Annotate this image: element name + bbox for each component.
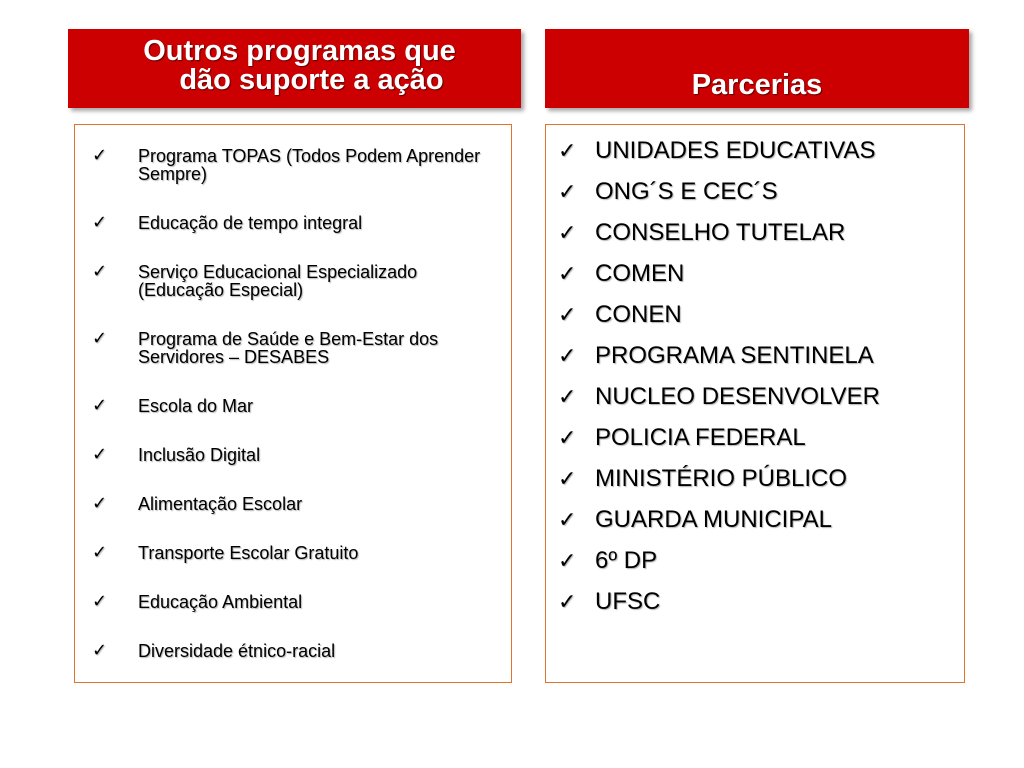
list-item-label: Inclusão Digital	[138, 445, 261, 465]
list-item	[546, 139, 964, 180]
list-item-label: Educação Ambiental	[138, 592, 303, 612]
list-item	[546, 549, 964, 590]
list-item	[75, 642, 511, 660]
check-icon: ✓	[92, 591, 108, 612]
check-icon: ✓	[558, 508, 577, 533]
list-item-label: 6º DP	[595, 547, 658, 574]
list-item	[546, 590, 964, 631]
check-icon: ✓	[92, 145, 108, 166]
list-item-label: Programa TOPAS (Todos Podem Aprender Sempre)	[138, 146, 481, 184]
check-icon: ✓	[558, 426, 577, 451]
list-item-label: CONEN	[595, 301, 682, 328]
check-icon: ✓	[558, 221, 577, 246]
list-item-label: ONG´S E CEC´S	[595, 178, 778, 205]
check-icon: ✓	[558, 344, 577, 369]
list-item-label: COMEN	[595, 260, 685, 287]
list-item	[546, 344, 964, 385]
list-item-label: GUARDA MUNICIPAL	[595, 506, 832, 533]
list-item	[546, 467, 964, 508]
list-item-label: Diversidade étnico-racial	[138, 641, 336, 661]
list-item-label: CONSELHO TUTELAR	[595, 219, 846, 246]
list-item	[75, 263, 511, 299]
list-item	[546, 180, 964, 221]
check-icon: ✓	[558, 385, 577, 410]
check-icon: ✓	[92, 212, 108, 233]
check-icon: ✓	[92, 542, 108, 563]
right-header-title: Parcerias	[691, 69, 823, 101]
list-item	[75, 214, 511, 232]
list-item-label: UFSC	[595, 588, 661, 615]
list-item-label: Serviço Educacional Especializado (Educação Especial)	[138, 262, 418, 300]
left-header-line-2: dão suporte a ação	[179, 64, 444, 96]
list-item-label: NUCLEO DESENVOLVER	[595, 383, 880, 410]
left-header	[68, 29, 521, 108]
list-item	[75, 544, 511, 562]
check-icon: ✓	[558, 262, 577, 287]
check-icon: ✓	[92, 493, 108, 514]
list-item-label: Educação de tempo integral	[138, 213, 363, 233]
list-item	[546, 426, 964, 467]
check-icon: ✓	[92, 328, 108, 349]
check-icon: ✓	[558, 590, 577, 615]
check-icon: ✓	[92, 395, 108, 416]
list-item-label: MINISTÉRIO PÚBLICO	[595, 465, 848, 492]
partners-panel	[545, 124, 965, 683]
right-header	[545, 29, 969, 108]
programs-panel	[74, 124, 512, 683]
list-item	[75, 446, 511, 464]
partners-list	[546, 125, 964, 631]
list-item	[75, 593, 511, 611]
list-item-label: UNIDADES EDUCATIVAS	[595, 137, 876, 164]
programs-list	[75, 125, 511, 660]
list-item-label: Alimentação Escolar	[138, 494, 303, 514]
list-item-label: Transporte Escolar Gratuito	[138, 543, 359, 563]
check-icon: ✓	[92, 444, 108, 465]
left-header-line-1: Outros programas que	[143, 35, 456, 67]
list-item	[546, 385, 964, 426]
list-item	[546, 508, 964, 549]
list-item	[75, 495, 511, 513]
list-item-label: Escola do Mar	[138, 396, 254, 416]
check-icon: ✓	[92, 261, 108, 282]
check-icon: ✓	[92, 640, 108, 661]
list-item	[75, 147, 511, 183]
list-item	[546, 221, 964, 262]
check-icon: ✓	[558, 139, 577, 164]
list-item	[546, 303, 964, 344]
list-item-label: PROGRAMA SENTINELA	[595, 342, 874, 369]
check-icon: ✓	[558, 303, 577, 328]
list-item	[75, 397, 511, 415]
check-icon: ✓	[558, 549, 577, 574]
list-item-label: POLICIA FEDERAL	[595, 424, 806, 451]
list-item	[75, 330, 511, 366]
list-item-label: Programa de Saúde e Bem-Estar dos Servidores – DESABES	[138, 329, 439, 367]
check-icon: ✓	[558, 180, 577, 205]
check-icon: ✓	[558, 467, 577, 492]
list-item	[546, 262, 964, 303]
